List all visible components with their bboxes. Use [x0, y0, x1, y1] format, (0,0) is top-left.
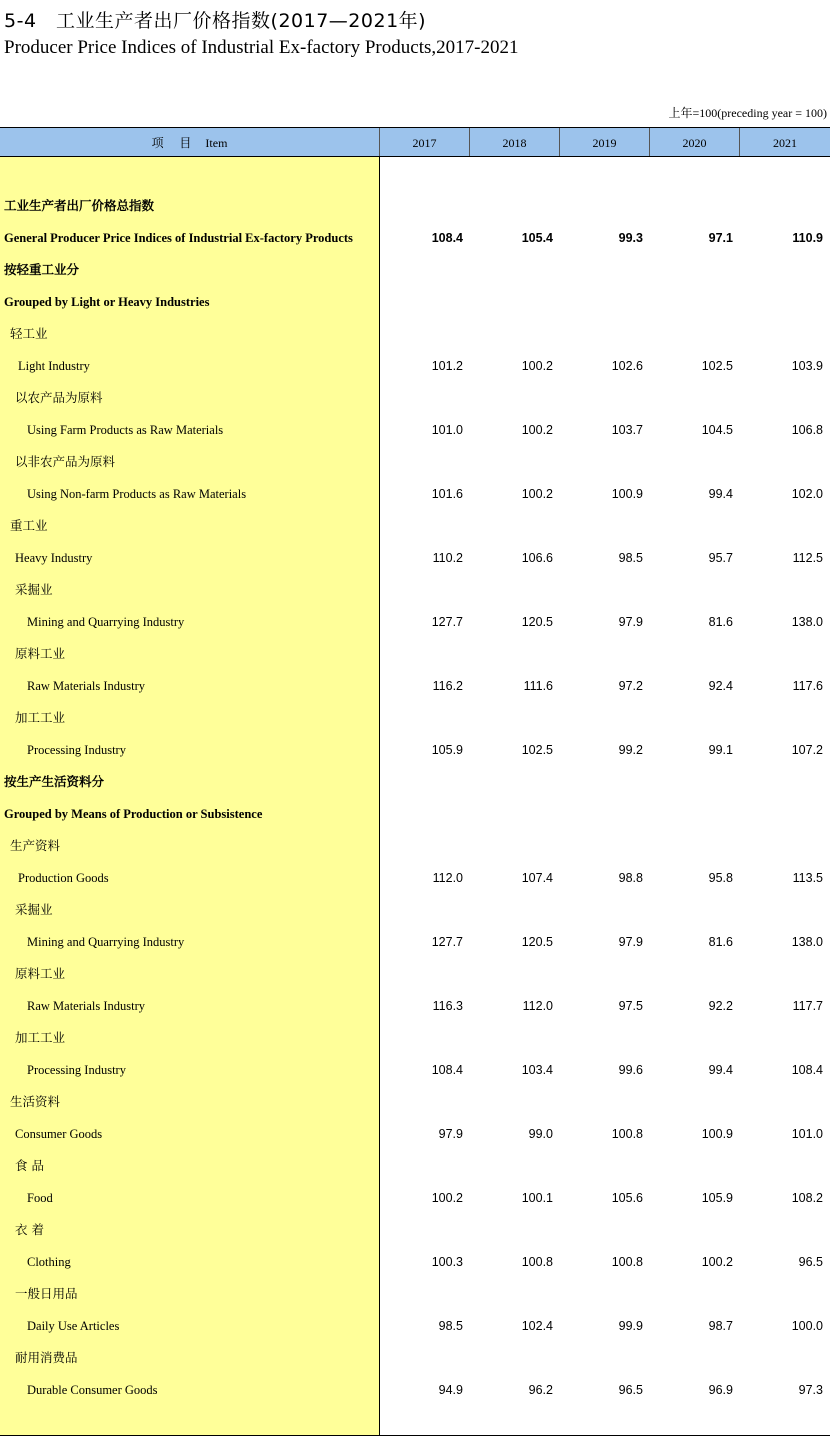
row-label: Food [27, 1191, 53, 1205]
value-cell-2021: 117.6 [792, 679, 823, 693]
value-cell-2017: 101.0 [431, 423, 463, 437]
value-cell-2021: 100.0 [791, 1319, 823, 1333]
value-cell-2019: 98.8 [618, 871, 643, 885]
value-cell-2017: 112.0 [432, 871, 463, 885]
row-label: Heavy Industry [15, 551, 93, 565]
data-table [0, 127, 830, 1438]
value-cell-2020: 92.2 [708, 999, 733, 1013]
value-cell-2017: 108.4 [431, 1063, 463, 1077]
value-cell-2021: 101.0 [791, 1127, 823, 1141]
value-cell-2021: 110.9 [792, 231, 823, 245]
value-cell-2020: 81.6 [708, 615, 733, 629]
value-cell-2018: 102.4 [521, 1319, 553, 1333]
value-cell-2017: 101.2 [431, 359, 463, 373]
table-row [0, 446, 830, 478]
table-row [0, 318, 830, 350]
value-cell-2017: 127.7 [431, 615, 463, 629]
page-title-en: Producer Price Indices of Industrial Ex-factory Products,2017-2021 [4, 37, 519, 58]
header-item [0, 128, 380, 156]
table-row [0, 1150, 830, 1182]
value-cell-2020: 95.8 [708, 871, 733, 885]
value-cell-2019: 96.5 [618, 1383, 643, 1397]
value-cell-2019: 97.9 [618, 935, 643, 949]
value-cell-2019: 99.9 [618, 1319, 643, 1333]
row-label: 轻工业 [10, 326, 48, 341]
value-cell-2021: 106.8 [791, 423, 823, 437]
value-cell-2018: 105.4 [521, 231, 553, 245]
row-label: Grouped by Light or Heavy Industries [4, 295, 210, 309]
table-row [0, 990, 830, 1022]
table-row [0, 382, 830, 414]
table-row [0, 830, 830, 862]
row-label: Using Farm Products as Raw Materials [27, 423, 224, 437]
value-cell-2019: 99.2 [618, 743, 643, 757]
value-cell-2020: 105.9 [701, 1191, 733, 1205]
value-cell-2020: 100.2 [701, 1255, 733, 1269]
header-year-2021: 2021 [773, 136, 797, 150]
table-header [0, 127, 830, 157]
table-row [0, 286, 830, 318]
row-label: 加工工业 [15, 710, 66, 725]
row-label: Production Goods [18, 871, 109, 885]
table-row [0, 478, 830, 510]
value-cell-2018: 103.4 [521, 1063, 553, 1077]
value-cell-2021: 107.2 [791, 743, 823, 757]
table-row [0, 1342, 830, 1374]
value-cell-2018: 106.6 [521, 551, 553, 565]
value-cell-2018: 120.5 [521, 615, 553, 629]
value-cell-2017: 101.6 [431, 487, 463, 501]
row-label: Raw Materials Industry [27, 679, 146, 693]
value-cell-2018: 99.0 [528, 1127, 553, 1141]
value-cell-2021: 113.5 [792, 871, 823, 885]
table-row [0, 1214, 830, 1246]
row-label: 以农产品为原料 [15, 390, 103, 405]
table-row [0, 670, 830, 702]
value-cell-2017: 97.9 [438, 1127, 463, 1141]
row-label: 一般日用品 [15, 1286, 78, 1301]
table-row [0, 1278, 830, 1310]
row-label: 原料工业 [15, 966, 66, 981]
value-cell-2018: 100.2 [521, 423, 553, 437]
value-cell-2018: 100.8 [521, 1255, 553, 1269]
value-cell-2018: 111.6 [523, 679, 553, 693]
row-label: 生活资料 [10, 1094, 61, 1109]
table-row [0, 1310, 830, 1342]
value-cell-2019: 103.7 [611, 423, 643, 437]
value-cell-2019: 100.8 [611, 1255, 643, 1269]
value-cell-2021: 97.3 [798, 1383, 823, 1397]
table-row [0, 606, 830, 638]
value-cell-2021: 108.2 [791, 1191, 823, 1205]
row-label: Raw Materials Industry [27, 999, 146, 1013]
value-cell-2018: 100.2 [521, 359, 553, 373]
header-item-cn: 项 目 [151, 136, 198, 150]
value-cell-2018: 100.1 [521, 1191, 553, 1205]
value-cell-2017: 108.4 [431, 231, 463, 245]
page-title-cn: 5-4 工业生产者出厂价格指数(2017—2021年) [4, 10, 427, 32]
row-label: 原料工业 [15, 646, 66, 661]
value-cell-2020: 100.9 [701, 1127, 733, 1141]
table-row [0, 254, 830, 286]
value-cell-2017: 94.9 [438, 1383, 463, 1397]
value-cell-2020: 99.4 [708, 1063, 733, 1077]
value-cell-2019: 105.6 [611, 1191, 643, 1205]
table-row [0, 542, 830, 574]
row-label: 生产资料 [10, 838, 61, 853]
value-cell-2017: 105.9 [431, 743, 463, 757]
header-year-2020: 2020 [650, 128, 740, 156]
table-row [0, 1246, 830, 1278]
value-cell-2017: 116.3 [432, 999, 463, 1013]
unit-note: 上年=100(preceding year = 100) [668, 106, 827, 120]
row-label: Processing Industry [27, 743, 126, 757]
table-row [0, 798, 830, 830]
value-cell-2019: 102.6 [611, 359, 643, 373]
row-label: 工业生产者出厂价格总指数 [4, 198, 155, 213]
value-cell-2018: 96.2 [528, 1383, 553, 1397]
table-row [0, 862, 830, 894]
value-cell-2017: 100.2 [431, 1191, 463, 1205]
table-row [0, 190, 830, 222]
value-cell-2017: 98.5 [438, 1319, 463, 1333]
row-label: Mining and Quarrying Industry [27, 615, 185, 629]
value-cell-2020: 81.6 [708, 935, 733, 949]
value-cell-2021: 138.0 [791, 935, 823, 949]
value-cell-2019: 97.5 [618, 999, 643, 1013]
value-cell-2018: 112.0 [522, 999, 553, 1013]
value-cell-2020: 98.7 [708, 1319, 733, 1333]
table-row [0, 1182, 830, 1214]
value-cell-2021: 117.7 [792, 999, 823, 1013]
value-cell-2020: 95.7 [708, 551, 733, 565]
row-label: 按轻重工业分 [4, 262, 80, 277]
value-cell-2019: 99.3 [618, 231, 643, 245]
value-cell-2019: 99.6 [618, 1063, 643, 1077]
row-label: Grouped by Means of Production or Subsistence [4, 807, 263, 821]
table-row [0, 638, 830, 670]
row-label: 衣 着 [15, 1222, 44, 1237]
row-label: 食 品 [15, 1158, 44, 1173]
value-cell-2019: 97.2 [618, 679, 643, 693]
row-label: 采掘业 [15, 902, 53, 917]
table-row [0, 1086, 830, 1118]
table-bottom-rule [0, 1435, 830, 1436]
value-cell-2021: 108.4 [791, 1063, 823, 1077]
row-label: Clothing [27, 1255, 71, 1269]
value-cell-2020: 104.5 [701, 423, 733, 437]
table-row [0, 766, 830, 798]
value-cell-2021: 138.0 [791, 615, 823, 629]
value-cell-2017: 116.2 [432, 679, 463, 693]
row-label: 按生产生活资料分 [4, 774, 105, 789]
table-row [0, 414, 830, 446]
table-row [0, 702, 830, 734]
table-row [0, 734, 830, 766]
value-cell-2019: 100.8 [611, 1127, 643, 1141]
table-row [0, 926, 830, 958]
row-label: 采掘业 [15, 582, 53, 597]
value-cell-2020: 102.5 [701, 359, 733, 373]
table-row [0, 1054, 830, 1086]
value-cell-2020: 92.4 [708, 679, 733, 693]
value-cell-2017: 100.3 [431, 1255, 463, 1269]
table-row [0, 958, 830, 990]
table-row [0, 1022, 830, 1054]
value-cell-2019: 100.9 [611, 487, 643, 501]
row-label: 以非农产品为原料 [15, 454, 116, 469]
table-row [0, 894, 830, 926]
row-label: Daily Use Articles [27, 1319, 120, 1333]
table-row [0, 1118, 830, 1150]
value-cell-2021: 103.9 [791, 359, 823, 373]
value-cell-2019: 98.5 [618, 551, 643, 565]
table-row [0, 1374, 830, 1406]
table-row [0, 510, 830, 542]
row-label: 加工工业 [15, 1030, 66, 1045]
value-cell-2018: 100.2 [521, 487, 553, 501]
value-cell-2017: 110.2 [432, 551, 463, 565]
row-label: Using Non-farm Products as Raw Materials [27, 487, 247, 501]
row-label: 重工业 [10, 518, 48, 533]
value-cell-2018: 120.5 [521, 935, 553, 949]
value-cell-2017: 127.7 [431, 935, 463, 949]
header-item-en: Item [205, 136, 228, 150]
row-label: Light Industry [18, 359, 90, 373]
row-label: General Producer Price Indices of Industrial Ex-factory Products [4, 231, 353, 245]
table-row [0, 222, 830, 254]
row-label: Mining and Quarrying Industry [27, 935, 185, 949]
value-cell-2021: 102.0 [791, 487, 823, 501]
row-label: Consumer Goods [15, 1127, 103, 1141]
row-label: 耐用消费品 [15, 1350, 78, 1365]
table-row [0, 574, 830, 606]
row-label: Processing Industry [27, 1063, 126, 1077]
header-year-2019: 2019 [560, 128, 650, 156]
value-cell-2021: 96.5 [798, 1255, 823, 1269]
header-year-2018: 2018 [470, 128, 560, 156]
row-label: Durable Consumer Goods [27, 1383, 158, 1397]
value-cell-2020: 99.1 [708, 743, 733, 757]
value-cell-2020: 99.4 [708, 487, 733, 501]
value-cell-2020: 96.9 [708, 1383, 733, 1397]
header-year-2017: 2017 [380, 128, 470, 156]
value-cell-2019: 97.9 [618, 615, 643, 629]
value-cell-2020: 97.1 [708, 231, 733, 245]
value-cell-2021: 112.5 [792, 551, 823, 565]
table-row [0, 350, 830, 382]
value-cell-2018: 107.4 [521, 871, 553, 885]
value-cell-2018: 102.5 [521, 743, 553, 757]
